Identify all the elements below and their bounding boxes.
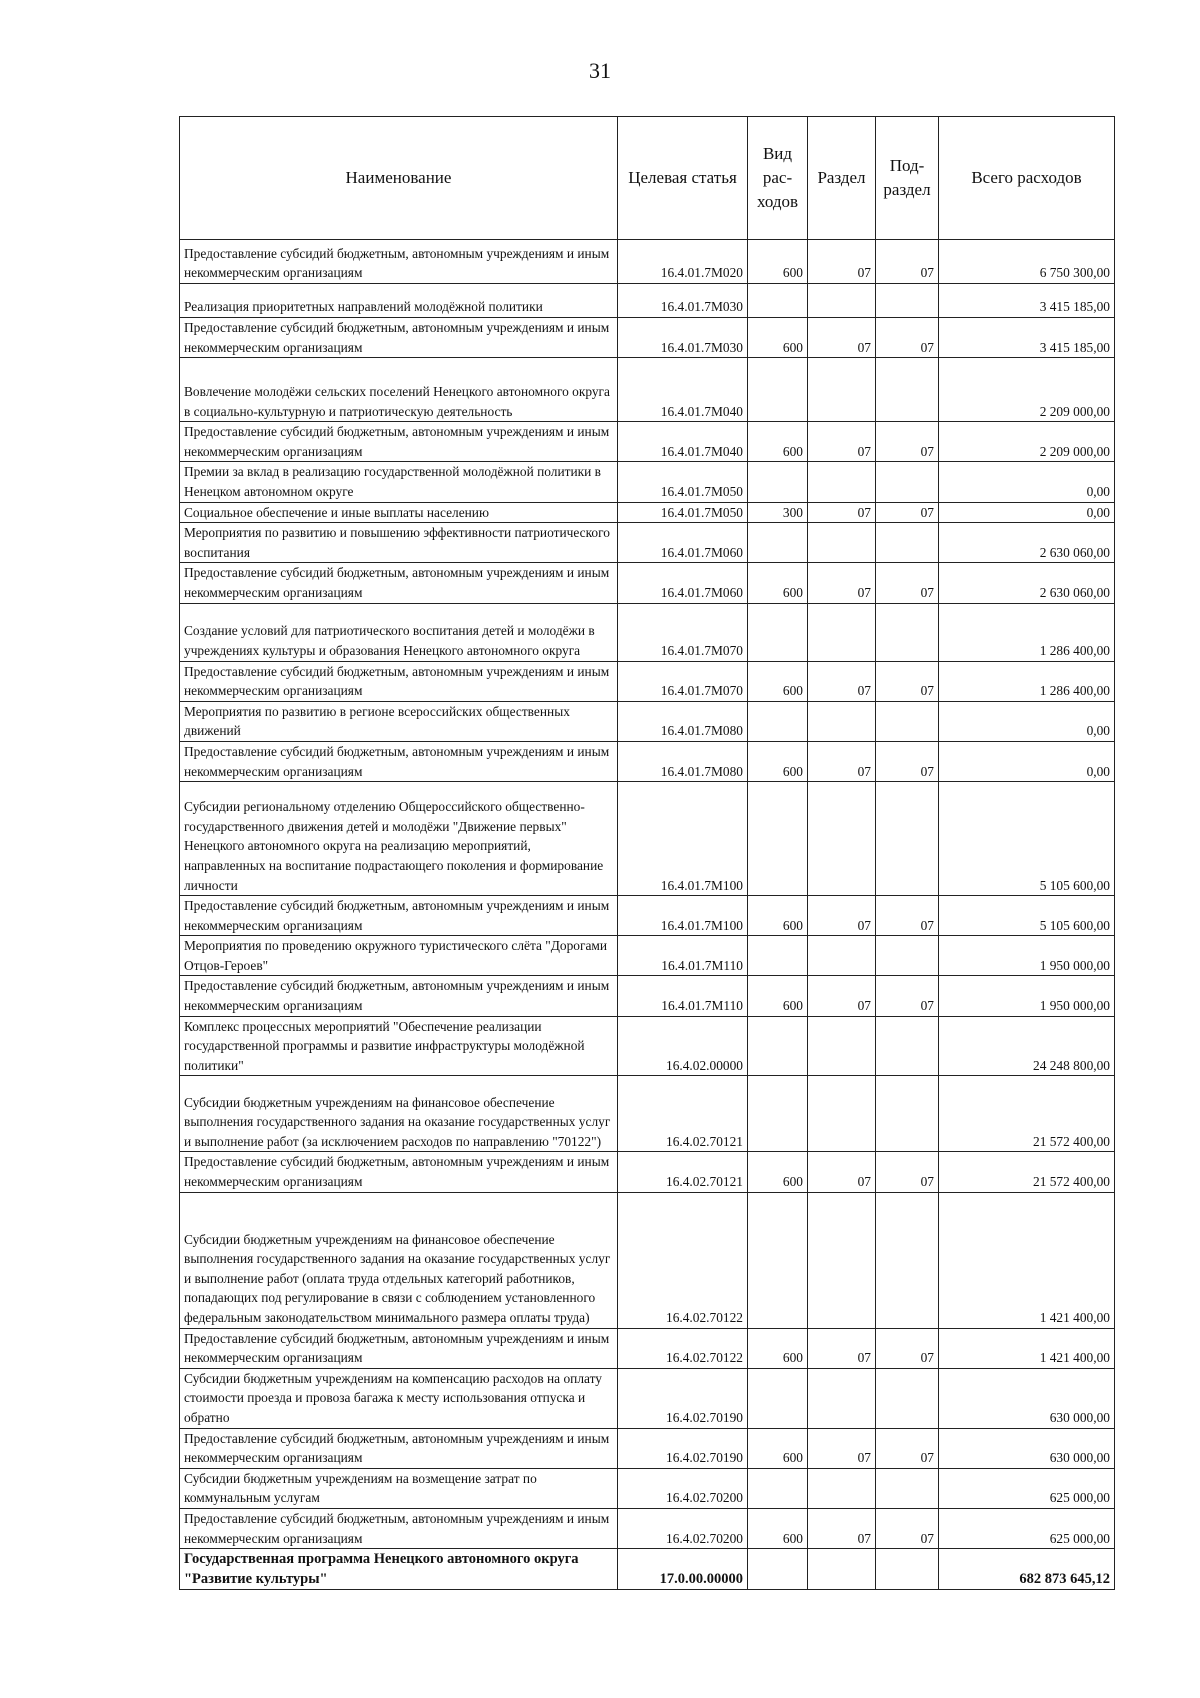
row-subsection: 07 <box>876 1428 939 1468</box>
table-row <box>180 358 1115 422</box>
row-section: 07 <box>808 318 876 358</box>
header-total: Всего расходов <box>939 117 1115 240</box>
row-target-article: 16.4.01.7М070 <box>618 661 748 701</box>
row-target-article: 16.4.01.7М030 <box>618 318 748 358</box>
row-target-article: 16.4.01.7М100 <box>618 896 748 936</box>
table-row <box>180 936 1115 976</box>
row-section <box>808 1192 876 1328</box>
row-expense-type <box>748 1192 808 1328</box>
row-subsection: 07 <box>876 896 939 936</box>
row-subsection: 07 <box>876 1508 939 1548</box>
row-name: Комплекс процессных мероприятий "Обеспечение реализации государственной программы и развитие инфраструктуры молодёжной политики" <box>180 1016 618 1076</box>
row-target-article: 16.4.01.7М050 <box>618 462 748 502</box>
row-expense-type <box>748 358 808 422</box>
row-subsection: 07 <box>876 1152 939 1192</box>
row-name: Вовлечение молодёжи сельских поселений Ненецкого автономного округа в социально-культурную и патриотическую деятельность <box>180 358 618 422</box>
row-target-article: 16.4.01.7М030 <box>618 284 748 318</box>
row-subsection <box>876 701 939 741</box>
row-expense-type <box>748 523 808 563</box>
row-subsection <box>876 1368 939 1428</box>
row-expense-type <box>748 701 808 741</box>
row-total: 625 000,00 <box>939 1508 1115 1548</box>
row-subsection <box>876 523 939 563</box>
row-expense-type: 600 <box>748 1428 808 1468</box>
row-name: Предоставление субсидий бюджетным, автономным учреждениям и иным некоммерческим организациям <box>180 422 618 462</box>
row-total: 0,00 <box>939 462 1115 502</box>
row-section <box>808 1016 876 1076</box>
row-expense-type <box>748 603 808 661</box>
row-name: Предоставление субсидий бюджетным, автономным учреждениям и иным некоммерческим организациям <box>180 976 618 1016</box>
table-row <box>180 284 1115 318</box>
row-name: Создание условий для патриотического воспитания детей и молодёжи в учреждениях культуры и образования Ненецкого автономного округа <box>180 603 618 661</box>
row-expense-type: 600 <box>748 240 808 284</box>
row-section: 07 <box>808 563 876 603</box>
row-section: 07 <box>808 741 876 781</box>
row-name: Предоставление субсидий бюджетным, автономным учреждениям и иным некоммерческим организациям <box>180 1428 618 1468</box>
budget-table <box>179 116 1115 1590</box>
row-subsection <box>876 358 939 422</box>
table-row <box>180 1549 1115 1590</box>
row-expense-type: 300 <box>748 502 808 523</box>
header-expense-type: Вид рас- ходов <box>748 117 808 240</box>
row-expense-type: 600 <box>748 422 808 462</box>
row-total: 5 105 600,00 <box>939 896 1115 936</box>
table-row <box>180 240 1115 284</box>
row-name: Реализация приоритетных направлений молодёжной политики <box>180 284 618 318</box>
row-name: Субсидии бюджетным учреждениям на компенсацию расходов на оплату стоимости проезда и провоза багажа к месту использования отпуска и обратно <box>180 1368 618 1428</box>
row-section: 07 <box>808 1428 876 1468</box>
row-subsection <box>876 936 939 976</box>
row-expense-type: 600 <box>748 318 808 358</box>
row-total: 5 105 600,00 <box>939 782 1115 896</box>
row-subsection <box>876 603 939 661</box>
table-row <box>180 1508 1115 1548</box>
row-subsection <box>876 284 939 318</box>
row-total: 24 248 800,00 <box>939 1016 1115 1076</box>
row-total: 1 286 400,00 <box>939 661 1115 701</box>
row-total: 3 415 185,00 <box>939 318 1115 358</box>
row-section: 07 <box>808 1328 876 1368</box>
header-name: Наименование <box>180 117 618 240</box>
row-name: Предоставление субсидий бюджетным, автономным учреждениям и иным некоммерческим организациям <box>180 1508 618 1548</box>
row-expense-type <box>748 1368 808 1428</box>
row-target-article: 16.4.02.70190 <box>618 1368 748 1428</box>
row-subsection: 07 <box>876 976 939 1016</box>
row-name: Предоставление субсидий бюджетным, автономным учреждениям и иным некоммерческим организациям <box>180 661 618 701</box>
row-section: 07 <box>808 1152 876 1192</box>
table-row <box>180 318 1115 358</box>
row-target-article: 16.4.01.7М060 <box>618 523 748 563</box>
row-section <box>808 1468 876 1508</box>
row-target-article: 16.4.02.70190 <box>618 1428 748 1468</box>
row-subsection <box>876 1076 939 1152</box>
row-target-article: 16.4.02.70200 <box>618 1468 748 1508</box>
row-name: Субсидии региональному отделению Общероссийского общественно-государственного движения детей и молодёжи "Движение первых" Ненецкого автономного округа на реализацию мероприятий, направленных на воспитание подрастающего поколения и формирование личности <box>180 782 618 896</box>
table-row <box>180 462 1115 502</box>
row-target-article: 16.4.01.7М040 <box>618 422 748 462</box>
row-name: Предоставление субсидий бюджетным, автономным учреждениям и иным некоммерческим организациям <box>180 741 618 781</box>
row-expense-type: 600 <box>748 896 808 936</box>
row-section: 07 <box>808 976 876 1016</box>
table-row <box>180 502 1115 523</box>
row-total: 0,00 <box>939 741 1115 781</box>
row-subsection: 07 <box>876 502 939 523</box>
row-section: 07 <box>808 896 876 936</box>
row-target-article: 16.4.01.7М100 <box>618 782 748 896</box>
row-subsection <box>876 782 939 896</box>
table-row <box>180 603 1115 661</box>
row-target-article: 16.4.01.7М050 <box>618 502 748 523</box>
row-name: Субсидии бюджетным учреждениям на возмещение затрат по коммунальным услугам <box>180 1468 618 1508</box>
row-expense-type <box>748 1549 808 1590</box>
row-total: 630 000,00 <box>939 1368 1115 1428</box>
row-target-article: 16.4.01.7М040 <box>618 358 748 422</box>
row-total: 630 000,00 <box>939 1428 1115 1468</box>
row-target-article: 16.4.02.70121 <box>618 1152 748 1192</box>
row-name: Предоставление субсидий бюджетным, автономным учреждениям и иным некоммерческим организациям <box>180 563 618 603</box>
row-section: 07 <box>808 1508 876 1548</box>
row-target-article: 16.4.01.7М080 <box>618 701 748 741</box>
row-total: 1 421 400,00 <box>939 1328 1115 1368</box>
row-target-article: 16.4.02.70121 <box>618 1076 748 1152</box>
row-expense-type: 600 <box>748 1328 808 1368</box>
row-section: 07 <box>808 240 876 284</box>
row-total: 625 000,00 <box>939 1468 1115 1508</box>
row-subsection <box>876 1192 939 1328</box>
row-total: 2 630 060,00 <box>939 523 1115 563</box>
table-row <box>180 741 1115 781</box>
row-subsection: 07 <box>876 422 939 462</box>
row-section <box>808 358 876 422</box>
table-row <box>180 896 1115 936</box>
row-name: Мероприятия по развитию и повышению эффективности патриотического воспитания <box>180 523 618 563</box>
row-target-article: 16.4.02.70200 <box>618 1508 748 1548</box>
row-name: Предоставление субсидий бюджетным, автономным учреждениям и иным некоммерческим организациям <box>180 240 618 284</box>
row-name: Предоставление субсидий бюджетным, автономным учреждениям и иным некоммерческим организациям <box>180 1152 618 1192</box>
row-total: 682 873 645,12 <box>939 1549 1115 1590</box>
row-target-article: 16.4.02.70122 <box>618 1328 748 1368</box>
row-section <box>808 284 876 318</box>
row-subsection <box>876 1016 939 1076</box>
row-expense-type: 600 <box>748 661 808 701</box>
row-name: Премии за вклад в реализацию государственной молодёжной политики в Ненецком автономном округе <box>180 462 618 502</box>
row-section <box>808 1076 876 1152</box>
table-row <box>180 1192 1115 1328</box>
table-row <box>180 1428 1115 1468</box>
table-row <box>180 1016 1115 1076</box>
row-expense-type <box>748 1468 808 1508</box>
row-section <box>808 603 876 661</box>
row-target-article: 16.4.01.7М020 <box>618 240 748 284</box>
row-subsection: 07 <box>876 1328 939 1368</box>
row-total: 0,00 <box>939 502 1115 523</box>
row-total: 3 415 185,00 <box>939 284 1115 318</box>
table-row <box>180 701 1115 741</box>
table-row <box>180 782 1115 896</box>
row-expense-type <box>748 1016 808 1076</box>
row-expense-type: 600 <box>748 741 808 781</box>
row-subsection <box>876 462 939 502</box>
table-row <box>180 523 1115 563</box>
row-section: 07 <box>808 422 876 462</box>
row-name: Субсидии бюджетным учреждениям на финансовое обеспечение выполнения государственного задания на оказание государственных услуг и выполнение работ (за исключением расходов по направлению "70122") <box>180 1076 618 1152</box>
row-subsection: 07 <box>876 240 939 284</box>
row-name: Мероприятия по развитию в регионе всероссийских общественных движений <box>180 701 618 741</box>
table-row <box>180 422 1115 462</box>
table-row <box>180 1152 1115 1192</box>
row-total: 1 950 000,00 <box>939 976 1115 1016</box>
row-target-article: 16.4.01.7М110 <box>618 976 748 1016</box>
row-total: 0,00 <box>939 701 1115 741</box>
table-row <box>180 1328 1115 1368</box>
row-target-article: 16.4.01.7М110 <box>618 936 748 976</box>
row-subsection <box>876 1549 939 1590</box>
row-target-article: 16.4.01.7М060 <box>618 563 748 603</box>
row-target-article: 17.0.00.00000 <box>618 1549 748 1590</box>
row-section: 07 <box>808 661 876 701</box>
row-name: Предоставление субсидий бюджетным, автономным учреждениям и иным некоммерческим организациям <box>180 896 618 936</box>
row-section <box>808 523 876 563</box>
row-total: 1 950 000,00 <box>939 936 1115 976</box>
row-expense-type: 600 <box>748 1152 808 1192</box>
row-name: Предоставление субсидий бюджетным, автономным учреждениям и иным некоммерческим организациям <box>180 318 618 358</box>
row-expense-type: 600 <box>748 1508 808 1548</box>
row-name: Субсидии бюджетным учреждениям на финансовое обеспечение выполнения государственного задания на оказание государственных услуг и выполнение работ (оплата труда отдельных категорий работников, попадающих под регулирование в связи с соблюдением установленного федеральным законодательством минимального размера оплаты труда) <box>180 1192 618 1328</box>
row-subsection <box>876 1468 939 1508</box>
row-subsection: 07 <box>876 318 939 358</box>
row-expense-type <box>748 1076 808 1152</box>
row-expense-type <box>748 284 808 318</box>
row-subsection: 07 <box>876 563 939 603</box>
row-target-article: 16.4.01.7М080 <box>618 741 748 781</box>
header-target-article: Целевая статья <box>618 117 748 240</box>
row-subsection: 07 <box>876 661 939 701</box>
row-expense-type <box>748 462 808 502</box>
table-row <box>180 1468 1115 1508</box>
row-total: 2 209 000,00 <box>939 358 1115 422</box>
row-section <box>808 782 876 896</box>
row-expense-type: 600 <box>748 563 808 603</box>
row-total: 21 572 400,00 <box>939 1076 1115 1152</box>
row-total: 1 421 400,00 <box>939 1192 1115 1328</box>
row-total: 1 286 400,00 <box>939 603 1115 661</box>
row-total: 21 572 400,00 <box>939 1152 1115 1192</box>
row-section <box>808 936 876 976</box>
row-name: Предоставление субсидий бюджетным, автономным учреждениям и иным некоммерческим организациям <box>180 1328 618 1368</box>
row-name: Государственная программа Ненецкого автономного округа "Развитие культуры" <box>180 1549 618 1590</box>
row-section <box>808 462 876 502</box>
row-section <box>808 1549 876 1590</box>
table-row <box>180 1076 1115 1152</box>
row-section <box>808 1368 876 1428</box>
table-row <box>180 1368 1115 1428</box>
header-subsection: Под- раздел <box>876 117 939 240</box>
row-target-article: 16.4.02.00000 <box>618 1016 748 1076</box>
row-expense-type: 600 <box>748 976 808 1016</box>
row-section <box>808 701 876 741</box>
table-row <box>180 661 1115 701</box>
row-expense-type <box>748 936 808 976</box>
header-section: Раздел <box>808 117 876 240</box>
table-row <box>180 563 1115 603</box>
page-number: 31 <box>589 58 611 83</box>
row-target-article: 16.4.01.7М070 <box>618 603 748 661</box>
row-name: Мероприятия по проведению окружного туристического слёта "Дорогами Отцов-Героев" <box>180 936 618 976</box>
row-expense-type <box>748 782 808 896</box>
row-target-article: 16.4.02.70122 <box>618 1192 748 1328</box>
row-section: 07 <box>808 502 876 523</box>
row-total: 6 750 300,00 <box>939 240 1115 284</box>
row-total: 2 630 060,00 <box>939 563 1115 603</box>
row-name: Социальное обеспечение и иные выплаты населению <box>180 502 618 523</box>
row-subsection: 07 <box>876 741 939 781</box>
table-row <box>180 976 1115 1016</box>
table-header-row <box>180 117 1115 240</box>
row-total: 2 209 000,00 <box>939 422 1115 462</box>
